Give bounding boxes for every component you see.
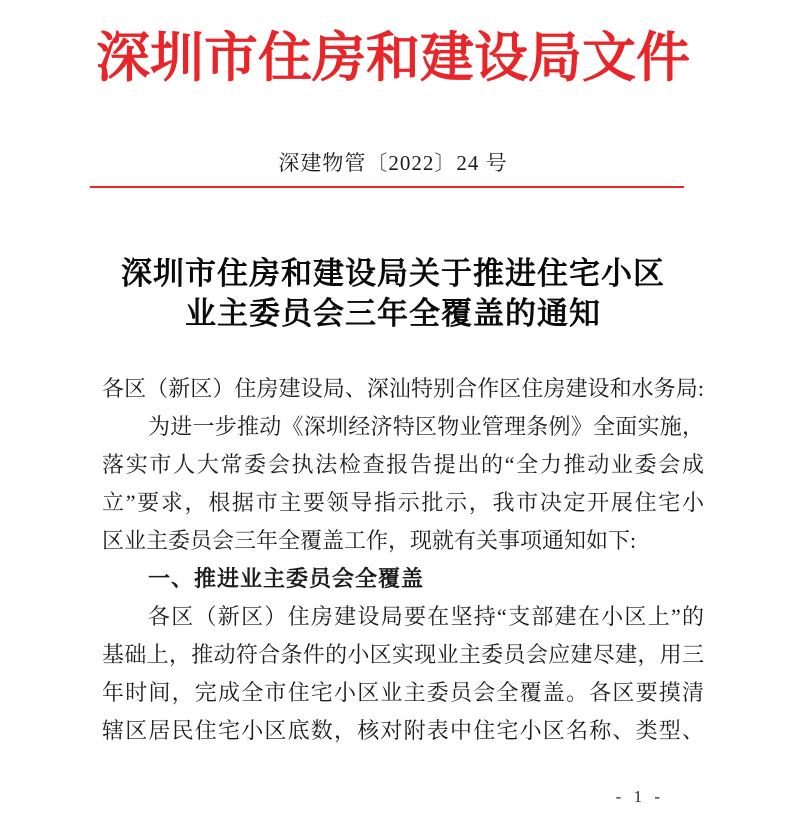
masthead-divider-line	[90, 186, 684, 188]
document-reference-number: 深建物管〔2022〕24 号	[278, 151, 508, 175]
section-heading: 一、推进业主委员会全覆盖	[148, 566, 425, 591]
body-line: 各区（新区）住房建设局要在坚持“支部建在小区上”的	[148, 604, 704, 629]
body-line: 为进一步推动《深圳经济特区物业管理条例》全面实施，	[148, 414, 704, 439]
body-line: 落实市人大常委会执法检查报告提出的“全力推动业委会成	[102, 452, 704, 477]
page-number: - 1 -	[615, 787, 664, 806]
document-masthead-title: 深圳市住房和建设局文件	[96, 28, 690, 88]
document-title-line-2: 业主委员会三年全覆盖的通知	[185, 296, 601, 331]
document-title	[0, 254, 786, 334]
body-line: 年时间，完成全市住宅小区业主委员会全覆盖。各区要摸清	[102, 680, 704, 705]
body-line: 立”要求，根据市主要领导指示批示，我市决定开展住宅小	[102, 490, 704, 515]
document-title-line-1: 深圳市住房和建设局关于推进住宅小区	[121, 256, 665, 291]
document-body	[102, 370, 704, 750]
body-line: 区业主委员会三年全覆盖工作，现就有关事项通知如下:	[102, 528, 637, 553]
body-line: 基础上，推动符合条件的小区实现业主委员会应建尽建，用三	[102, 642, 704, 667]
body-line: 辖区居民住宅小区底数，核对附表中住宅小区名称、类型、	[102, 718, 704, 743]
body-line-salutation: 各区（新区）住房建设局、深汕特别合作区住房建设和水务局:	[102, 376, 704, 401]
